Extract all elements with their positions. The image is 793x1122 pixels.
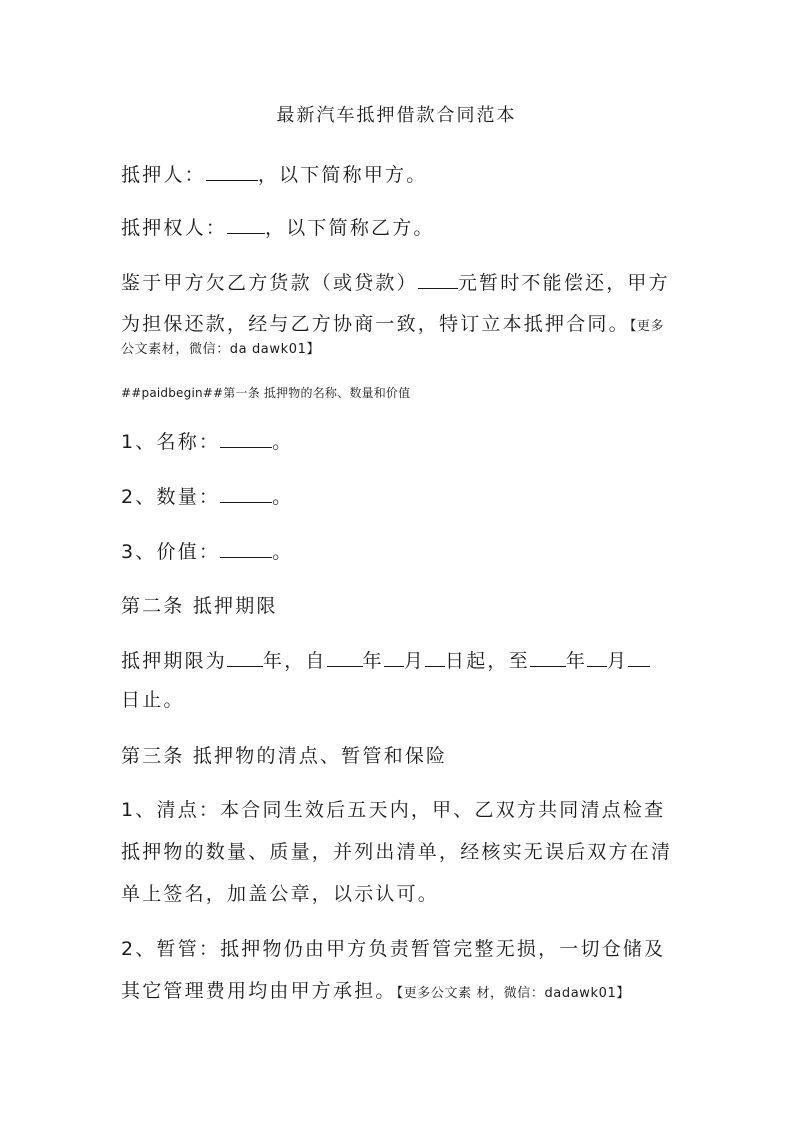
item-value-label: 3、价值： <box>121 541 221 563</box>
end-year-blank <box>530 648 566 667</box>
item-quantity-blank <box>220 484 272 503</box>
end-month-blank <box>587 648 607 667</box>
term-text-1: 抵押期限为 <box>121 650 228 672</box>
item-quantity <box>121 484 681 509</box>
mortgagee-blank <box>227 215 265 234</box>
term-years-blank <box>227 648 263 667</box>
preamble-line-2 <box>121 312 681 336</box>
clause-custody-line-1: 2、暂管：抵押物仍由甲方负责暂管完整无损，一切仓储及 <box>121 938 666 960</box>
item-value-suffix: 。 <box>272 541 294 563</box>
term-text-7: 月 <box>607 650 629 672</box>
preamble-line-1 <box>121 270 681 294</box>
clause-custody-note: 【更多公文素 材，微信：dadawk01】 <box>396 986 630 1001</box>
preamble-note-a: 【更多 <box>629 319 665 334</box>
item-quantity-suffix: 。 <box>272 486 294 508</box>
clause-inventory-line-3: 单上签名，加盖公章，以示认可。 <box>121 883 440 905</box>
preamble-text-a: 鉴于甲方欠乙方货款（或贷款） <box>121 272 418 294</box>
clause-inventory-line-1: 1、清点：本合同生效后五天内，甲、乙双方共同清点检查 <box>121 799 666 821</box>
term-line-2: 日止。 <box>121 689 185 711</box>
term-line-1 <box>121 648 681 672</box>
item-quantity-label: 2、数量： <box>121 486 221 508</box>
term-paragraph <box>121 648 681 712</box>
start-day-blank <box>425 648 445 667</box>
clause-inventory <box>121 798 681 906</box>
item-value-blank <box>220 539 272 558</box>
mortgagor-suffix: ，以下简称甲方。 <box>257 164 428 186</box>
clause-custody <box>121 937 681 1003</box>
preamble-paragraph <box>121 270 681 362</box>
document-title: 最新汽车抵押借款合同范本 <box>276 105 517 126</box>
item-name-blank <box>220 429 272 448</box>
preamble-note-line: 公文素材，微信：da dawk01】 <box>121 342 321 357</box>
mortgagee-label: 抵押权人： <box>121 217 228 239</box>
term-text-6: 年 <box>565 650 588 672</box>
term-text-2: 年，自 <box>263 650 327 672</box>
end-day-blank <box>628 648 650 667</box>
clause-inventory-line-2: 抵押物的数量、质量，并列出清单，经核实无误后双方在清 <box>121 841 673 863</box>
item-name-suffix: 。 <box>272 431 294 453</box>
term-text-3: 年 <box>362 650 384 672</box>
mortgagor-blank <box>206 162 258 181</box>
start-year-blank <box>327 648 363 667</box>
mortgagor-line <box>121 162 681 187</box>
start-month-blank <box>384 648 404 667</box>
clause-custody-text: 其它管理费用均由甲方承担。 <box>121 980 397 1002</box>
item-name-label: 1、名称： <box>121 431 221 453</box>
item-name <box>121 429 681 454</box>
clause-custody-line-2 <box>121 979 681 1003</box>
amount-blank <box>418 270 458 289</box>
article-3-heading: 第三条 抵押物的清点、暂管和保险 <box>121 745 448 767</box>
mortgagee-line <box>121 215 681 240</box>
mortgagor-label: 抵押人： <box>121 164 206 186</box>
term-text-5: 日起，至 <box>445 650 530 672</box>
term-text-4: 月 <box>403 650 426 672</box>
item-value <box>121 539 681 564</box>
preamble-text-b: 元暂时不能偿还，甲方 <box>457 272 670 294</box>
preamble-text-c: 为担保还款，经与乙方协商一致，特订立本抵押合同。 <box>121 313 630 335</box>
mortgagee-suffix: ，以下简称乙方。 <box>265 217 435 239</box>
article-2-heading: 第二条 抵押期限 <box>121 595 278 617</box>
paid-marker-line: ##paidbegin##第一条 抵押物的名称、数量和价值 <box>121 386 411 400</box>
